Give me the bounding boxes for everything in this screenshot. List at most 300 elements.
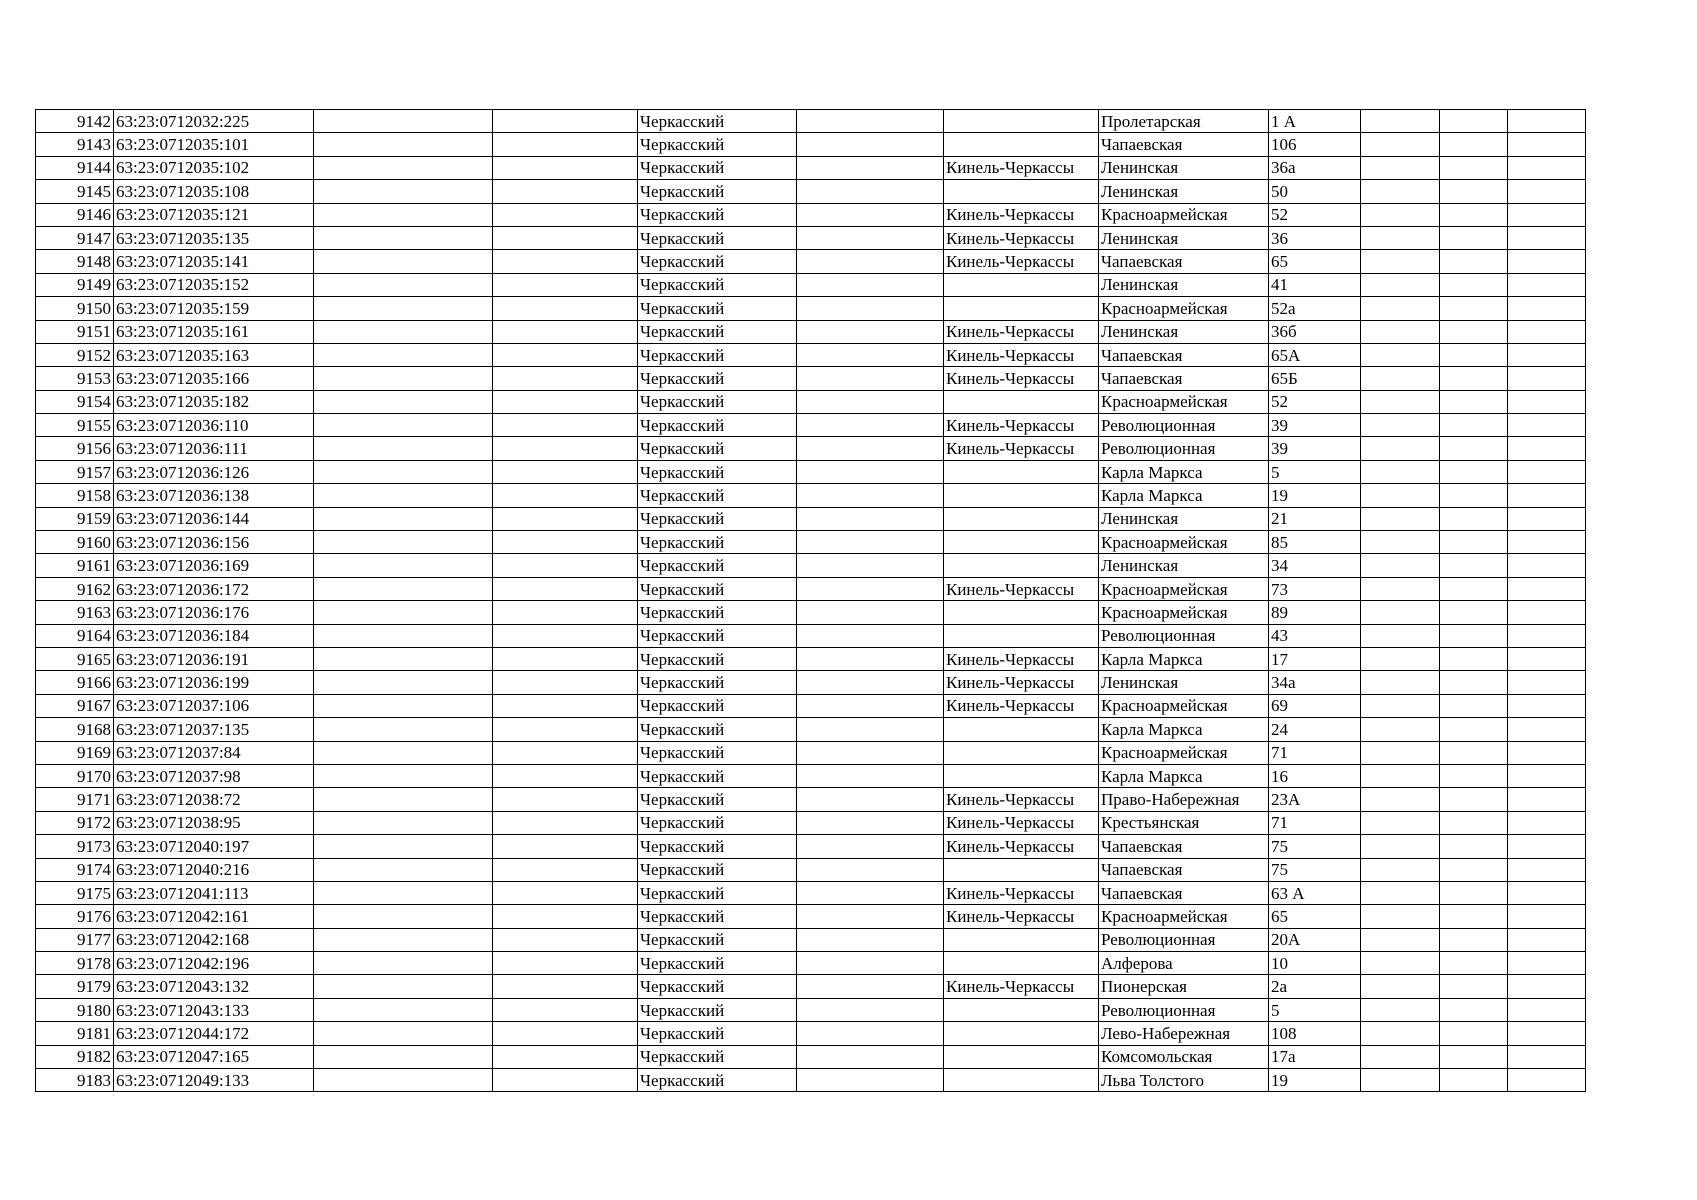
cell-cadastral-number: 63:23:0712035:182	[114, 390, 314, 413]
cell-district: Черкасский	[638, 952, 797, 975]
cell-empty	[1361, 367, 1440, 390]
cell-house: 50	[1269, 180, 1361, 203]
cell-cadastral-number: 63:23:0712036:138	[114, 484, 314, 507]
cell-house: 71	[1269, 741, 1361, 764]
cell-cadastral-number: 63:23:0712042:161	[114, 905, 314, 928]
cell-cadastral-number: 63:23:0712035:141	[114, 250, 314, 273]
cell-empty	[493, 577, 638, 600]
cell-empty	[493, 811, 638, 834]
cell-empty	[314, 881, 493, 904]
cell-row-number: 9175	[36, 881, 114, 904]
table-row	[36, 203, 1586, 226]
table-row	[36, 998, 1586, 1021]
cell-row-number: 9150	[36, 297, 114, 320]
cell-empty	[1508, 1022, 1586, 1045]
cell-street: Красноармейская	[1099, 577, 1269, 600]
cell-street: Чапаевская	[1099, 858, 1269, 881]
cell-empty	[1440, 273, 1508, 296]
cell-cadastral-number: 63:23:0712043:132	[114, 975, 314, 998]
cell-empty	[1440, 390, 1508, 413]
cell-row-number: 9158	[36, 484, 114, 507]
cell-house: 23А	[1269, 788, 1361, 811]
cell-empty	[1508, 226, 1586, 249]
cell-empty	[1508, 858, 1586, 881]
cell-empty	[1440, 624, 1508, 647]
cell-empty	[314, 367, 493, 390]
cell-empty	[1508, 250, 1586, 273]
cell-locality: Кинель-Черкассы	[944, 811, 1099, 834]
cell-district: Черкасский	[638, 928, 797, 951]
table-row	[36, 226, 1586, 249]
cell-street: Лево-Набережная	[1099, 1022, 1269, 1045]
cell-house: 36б	[1269, 320, 1361, 343]
table-row	[36, 671, 1586, 694]
cell-empty	[1361, 975, 1440, 998]
cell-district: Черкасский	[638, 320, 797, 343]
cell-empty	[1361, 273, 1440, 296]
cell-house: 65Б	[1269, 367, 1361, 390]
cell-empty	[797, 624, 944, 647]
cell-cadastral-number: 63:23:0712032:225	[114, 110, 314, 133]
cell-empty	[1440, 180, 1508, 203]
cell-row-number: 9179	[36, 975, 114, 998]
cell-house: 17	[1269, 647, 1361, 670]
cell-empty	[1440, 694, 1508, 717]
cell-cadastral-number: 63:23:0712038:72	[114, 788, 314, 811]
cell-cadastral-number: 63:23:0712036:144	[114, 507, 314, 530]
cell-row-number: 9159	[36, 507, 114, 530]
cell-empty	[797, 835, 944, 858]
cell-empty	[1440, 250, 1508, 273]
cell-street: Ленинская	[1099, 273, 1269, 296]
cell-empty	[493, 694, 638, 717]
cell-row-number: 9144	[36, 156, 114, 179]
table-row	[36, 881, 1586, 904]
cell-cadastral-number: 63:23:0712037:84	[114, 741, 314, 764]
cell-locality: Кинель-Черкассы	[944, 320, 1099, 343]
cell-house: 34а	[1269, 671, 1361, 694]
cell-street: Красноармейская	[1099, 531, 1269, 554]
cell-locality	[944, 998, 1099, 1021]
cell-street: Ленинская	[1099, 554, 1269, 577]
cell-locality: Кинель-Черкассы	[944, 367, 1099, 390]
cell-empty	[797, 414, 944, 437]
cell-empty	[1508, 671, 1586, 694]
cell-empty	[314, 133, 493, 156]
cell-row-number: 9143	[36, 133, 114, 156]
cell-cadastral-number: 63:23:0712035:102	[114, 156, 314, 179]
cell-empty	[314, 741, 493, 764]
cell-empty	[797, 905, 944, 928]
cell-row-number: 9164	[36, 624, 114, 647]
cell-empty	[1361, 390, 1440, 413]
cell-district: Черкасский	[638, 858, 797, 881]
cell-empty	[493, 390, 638, 413]
cell-locality	[944, 110, 1099, 133]
cell-district: Черкасский	[638, 297, 797, 320]
cell-district: Черкасский	[638, 507, 797, 530]
cell-street: Ленинская	[1099, 671, 1269, 694]
cell-empty	[1440, 531, 1508, 554]
cell-cadastral-number: 63:23:0712036:191	[114, 647, 314, 670]
cell-empty	[1361, 577, 1440, 600]
cell-house: 52а	[1269, 297, 1361, 320]
table-row	[36, 1022, 1586, 1045]
cell-empty	[1508, 414, 1586, 437]
cell-empty	[1508, 624, 1586, 647]
cell-house: 2а	[1269, 975, 1361, 998]
table-row	[36, 905, 1586, 928]
cell-street: Карла Маркса	[1099, 460, 1269, 483]
cell-street: Право-Набережная	[1099, 788, 1269, 811]
cell-house: 65	[1269, 905, 1361, 928]
cell-empty	[1440, 507, 1508, 530]
cell-empty	[493, 343, 638, 366]
cell-locality: Кинель-Черкассы	[944, 577, 1099, 600]
cell-locality	[944, 460, 1099, 483]
cell-row-number: 9145	[36, 180, 114, 203]
cell-row-number: 9146	[36, 203, 114, 226]
cell-district: Черкасский	[638, 437, 797, 460]
cell-street: Чапаевская	[1099, 835, 1269, 858]
cell-empty	[314, 718, 493, 741]
cell-empty	[1508, 928, 1586, 951]
cell-empty	[493, 718, 638, 741]
cell-house: 75	[1269, 858, 1361, 881]
cell-street: Красноармейская	[1099, 694, 1269, 717]
cell-empty	[493, 975, 638, 998]
cell-house: 65	[1269, 250, 1361, 273]
cell-empty	[314, 484, 493, 507]
cell-empty	[493, 835, 638, 858]
cell-empty	[314, 671, 493, 694]
cell-empty	[797, 764, 944, 787]
cell-district: Черкасский	[638, 180, 797, 203]
cell-locality	[944, 1045, 1099, 1068]
cell-street: Красноармейская	[1099, 203, 1269, 226]
cell-empty	[493, 320, 638, 343]
table-row	[36, 437, 1586, 460]
cell-locality: Кинель-Черкассы	[944, 156, 1099, 179]
cell-street: Карла Маркса	[1099, 718, 1269, 741]
cell-empty	[1508, 133, 1586, 156]
table-row	[36, 718, 1586, 741]
table-row	[36, 788, 1586, 811]
cell-street: Ленинская	[1099, 226, 1269, 249]
cell-empty	[1508, 601, 1586, 624]
cell-empty	[1361, 1069, 1440, 1092]
cell-empty	[493, 1069, 638, 1092]
cell-row-number: 9161	[36, 554, 114, 577]
cell-empty	[1508, 437, 1586, 460]
cell-empty	[1508, 507, 1586, 530]
cell-cadastral-number: 63:23:0712049:133	[114, 1069, 314, 1092]
table-row	[36, 1069, 1586, 1092]
cell-empty	[314, 554, 493, 577]
cell-cadastral-number: 63:23:0712036:169	[114, 554, 314, 577]
cell-district: Черкасский	[638, 741, 797, 764]
cell-empty	[314, 343, 493, 366]
cell-empty	[314, 601, 493, 624]
cell-row-number: 9167	[36, 694, 114, 717]
table-row	[36, 484, 1586, 507]
cell-house: 85	[1269, 531, 1361, 554]
table-row	[36, 835, 1586, 858]
cell-empty	[1361, 952, 1440, 975]
cell-empty	[314, 180, 493, 203]
cell-empty	[1361, 881, 1440, 904]
cell-empty	[1440, 484, 1508, 507]
cell-street: Революционная	[1099, 928, 1269, 951]
cell-locality: Кинель-Черкассы	[944, 905, 1099, 928]
cell-locality: Кинель-Черкассы	[944, 226, 1099, 249]
cell-street: Алферова	[1099, 952, 1269, 975]
cell-empty	[493, 531, 638, 554]
cell-cadastral-number: 63:23:0712036:184	[114, 624, 314, 647]
cell-empty	[1361, 764, 1440, 787]
cell-locality	[944, 133, 1099, 156]
cell-house: 36а	[1269, 156, 1361, 179]
cell-empty	[1508, 694, 1586, 717]
cell-locality	[944, 507, 1099, 530]
cell-district: Черкасский	[638, 133, 797, 156]
cell-empty	[493, 881, 638, 904]
cell-empty	[493, 367, 638, 390]
cell-empty	[1440, 741, 1508, 764]
cell-district: Черкасский	[638, 390, 797, 413]
table-row	[36, 647, 1586, 670]
cell-row-number: 9155	[36, 414, 114, 437]
cell-district: Черкасский	[638, 273, 797, 296]
cell-empty	[1440, 414, 1508, 437]
cell-district: Черкасский	[638, 531, 797, 554]
cell-empty	[493, 156, 638, 179]
cell-empty	[1361, 133, 1440, 156]
cell-empty	[1440, 203, 1508, 226]
cell-house: 21	[1269, 507, 1361, 530]
cell-empty	[1508, 998, 1586, 1021]
table-row	[36, 156, 1586, 179]
cell-street: Льва Толстого	[1099, 1069, 1269, 1092]
cell-empty	[1361, 437, 1440, 460]
cell-cadastral-number: 63:23:0712042:168	[114, 928, 314, 951]
cell-street: Красноармейская	[1099, 601, 1269, 624]
cell-district: Черкасский	[638, 998, 797, 1021]
table-row	[36, 273, 1586, 296]
cell-district: Черкасский	[638, 554, 797, 577]
cell-house: 106	[1269, 133, 1361, 156]
cell-empty	[493, 460, 638, 483]
cell-empty	[1440, 975, 1508, 998]
cell-row-number: 9154	[36, 390, 114, 413]
cell-house: 16	[1269, 764, 1361, 787]
cell-locality	[944, 1069, 1099, 1092]
cell-locality	[944, 554, 1099, 577]
cell-empty	[1440, 1069, 1508, 1092]
cell-empty	[314, 858, 493, 881]
cell-empty	[1361, 414, 1440, 437]
cell-empty	[1440, 320, 1508, 343]
cell-house: 43	[1269, 624, 1361, 647]
cell-street: Чапаевская	[1099, 881, 1269, 904]
cell-cadastral-number: 63:23:0712038:95	[114, 811, 314, 834]
cell-locality: Кинель-Черкассы	[944, 250, 1099, 273]
cell-empty	[1508, 952, 1586, 975]
table-row	[36, 811, 1586, 834]
cell-empty	[493, 741, 638, 764]
cell-empty	[1440, 647, 1508, 670]
cell-empty	[1508, 788, 1586, 811]
table-row	[36, 694, 1586, 717]
cell-street: Чапаевская	[1099, 250, 1269, 273]
cell-house: 71	[1269, 811, 1361, 834]
cell-empty	[797, 998, 944, 1021]
cell-empty	[314, 998, 493, 1021]
cell-empty	[1508, 881, 1586, 904]
cell-district: Черкасский	[638, 226, 797, 249]
cell-empty	[1508, 764, 1586, 787]
cell-cadastral-number: 63:23:0712035:101	[114, 133, 314, 156]
cell-empty	[493, 858, 638, 881]
cell-empty	[797, 1069, 944, 1092]
cell-cadastral-number: 63:23:0712036:111	[114, 437, 314, 460]
cell-street: Пионерская	[1099, 975, 1269, 998]
cell-district: Черкасский	[638, 694, 797, 717]
cell-locality	[944, 858, 1099, 881]
cell-empty	[1361, 484, 1440, 507]
cell-empty	[493, 484, 638, 507]
cell-district: Черкасский	[638, 460, 797, 483]
cell-empty	[314, 1069, 493, 1092]
cell-empty	[797, 928, 944, 951]
cell-empty	[1508, 647, 1586, 670]
cell-empty	[1440, 460, 1508, 483]
cell-empty	[1508, 297, 1586, 320]
cell-empty	[1361, 601, 1440, 624]
table-row	[36, 390, 1586, 413]
cell-cadastral-number: 63:23:0712035:152	[114, 273, 314, 296]
cell-street: Пролетарская	[1099, 110, 1269, 133]
cell-district: Черкасский	[638, 624, 797, 647]
cell-empty	[1508, 531, 1586, 554]
cell-empty	[797, 811, 944, 834]
cell-empty	[1361, 531, 1440, 554]
cell-row-number: 9147	[36, 226, 114, 249]
cell-empty	[314, 297, 493, 320]
cell-row-number: 9166	[36, 671, 114, 694]
cell-cadastral-number: 63:23:0712040:197	[114, 835, 314, 858]
cell-street: Революционная	[1099, 437, 1269, 460]
cell-empty	[1440, 437, 1508, 460]
cell-empty	[314, 156, 493, 179]
cell-empty	[797, 250, 944, 273]
cell-locality: Кинель-Черкассы	[944, 671, 1099, 694]
cell-empty	[493, 952, 638, 975]
cell-locality	[944, 531, 1099, 554]
cell-empty	[1508, 180, 1586, 203]
cell-street: Чапаевская	[1099, 367, 1269, 390]
cell-empty	[314, 507, 493, 530]
cell-empty	[1361, 858, 1440, 881]
cell-empty	[314, 110, 493, 133]
cell-empty	[314, 952, 493, 975]
cell-locality: Кинель-Черкассы	[944, 788, 1099, 811]
cell-empty	[1361, 905, 1440, 928]
cell-house: 36	[1269, 226, 1361, 249]
cell-empty	[1361, 694, 1440, 717]
cell-empty	[1361, 507, 1440, 530]
cell-district: Черкасский	[638, 601, 797, 624]
cell-district: Черкасский	[638, 975, 797, 998]
cell-cadastral-number: 63:23:0712036:176	[114, 601, 314, 624]
cell-cadastral-number: 63:23:0712035:163	[114, 343, 314, 366]
table-row	[36, 858, 1586, 881]
cell-row-number: 9183	[36, 1069, 114, 1092]
cell-district: Черкасский	[638, 1022, 797, 1045]
cell-cadastral-number: 63:23:0712036:172	[114, 577, 314, 600]
cell-empty	[314, 764, 493, 787]
cell-empty	[797, 343, 944, 366]
cell-empty	[797, 507, 944, 530]
cell-empty	[1508, 343, 1586, 366]
cell-empty	[1508, 835, 1586, 858]
cell-empty	[314, 577, 493, 600]
cell-empty	[1440, 905, 1508, 928]
cell-empty	[1361, 250, 1440, 273]
cell-district: Черкасский	[638, 764, 797, 787]
cell-empty	[1440, 764, 1508, 787]
cell-house: 52	[1269, 203, 1361, 226]
cell-cadastral-number: 63:23:0712043:133	[114, 998, 314, 1021]
cell-empty	[797, 741, 944, 764]
cell-locality	[944, 180, 1099, 203]
cell-empty	[1361, 718, 1440, 741]
cell-empty	[797, 975, 944, 998]
cell-empty	[1361, 1022, 1440, 1045]
cell-empty	[1361, 624, 1440, 647]
cell-locality: Кинель-Черкассы	[944, 694, 1099, 717]
cell-row-number: 9176	[36, 905, 114, 928]
cell-house: 19	[1269, 1069, 1361, 1092]
cell-empty	[797, 320, 944, 343]
cell-district: Черкасский	[638, 835, 797, 858]
table-row	[36, 320, 1586, 343]
cell-street: Ленинская	[1099, 507, 1269, 530]
cell-row-number: 9171	[36, 788, 114, 811]
cell-empty	[1508, 320, 1586, 343]
cell-empty	[1361, 788, 1440, 811]
cell-empty	[1361, 320, 1440, 343]
cell-house: 65А	[1269, 343, 1361, 366]
cell-street: Красноармейская	[1099, 390, 1269, 413]
cell-empty	[1440, 601, 1508, 624]
cell-empty	[493, 507, 638, 530]
cell-empty	[1440, 297, 1508, 320]
cell-locality: Кинель-Черкассы	[944, 203, 1099, 226]
cell-empty	[493, 1022, 638, 1045]
cell-locality	[944, 952, 1099, 975]
cell-empty	[314, 390, 493, 413]
table-row	[36, 975, 1586, 998]
cell-empty	[493, 905, 638, 928]
cell-empty	[314, 531, 493, 554]
cell-empty	[1440, 858, 1508, 881]
cell-house: 24	[1269, 718, 1361, 741]
cell-empty	[1440, 110, 1508, 133]
cell-district: Черкасский	[638, 1045, 797, 1068]
cell-empty	[314, 647, 493, 670]
cell-row-number: 9149	[36, 273, 114, 296]
